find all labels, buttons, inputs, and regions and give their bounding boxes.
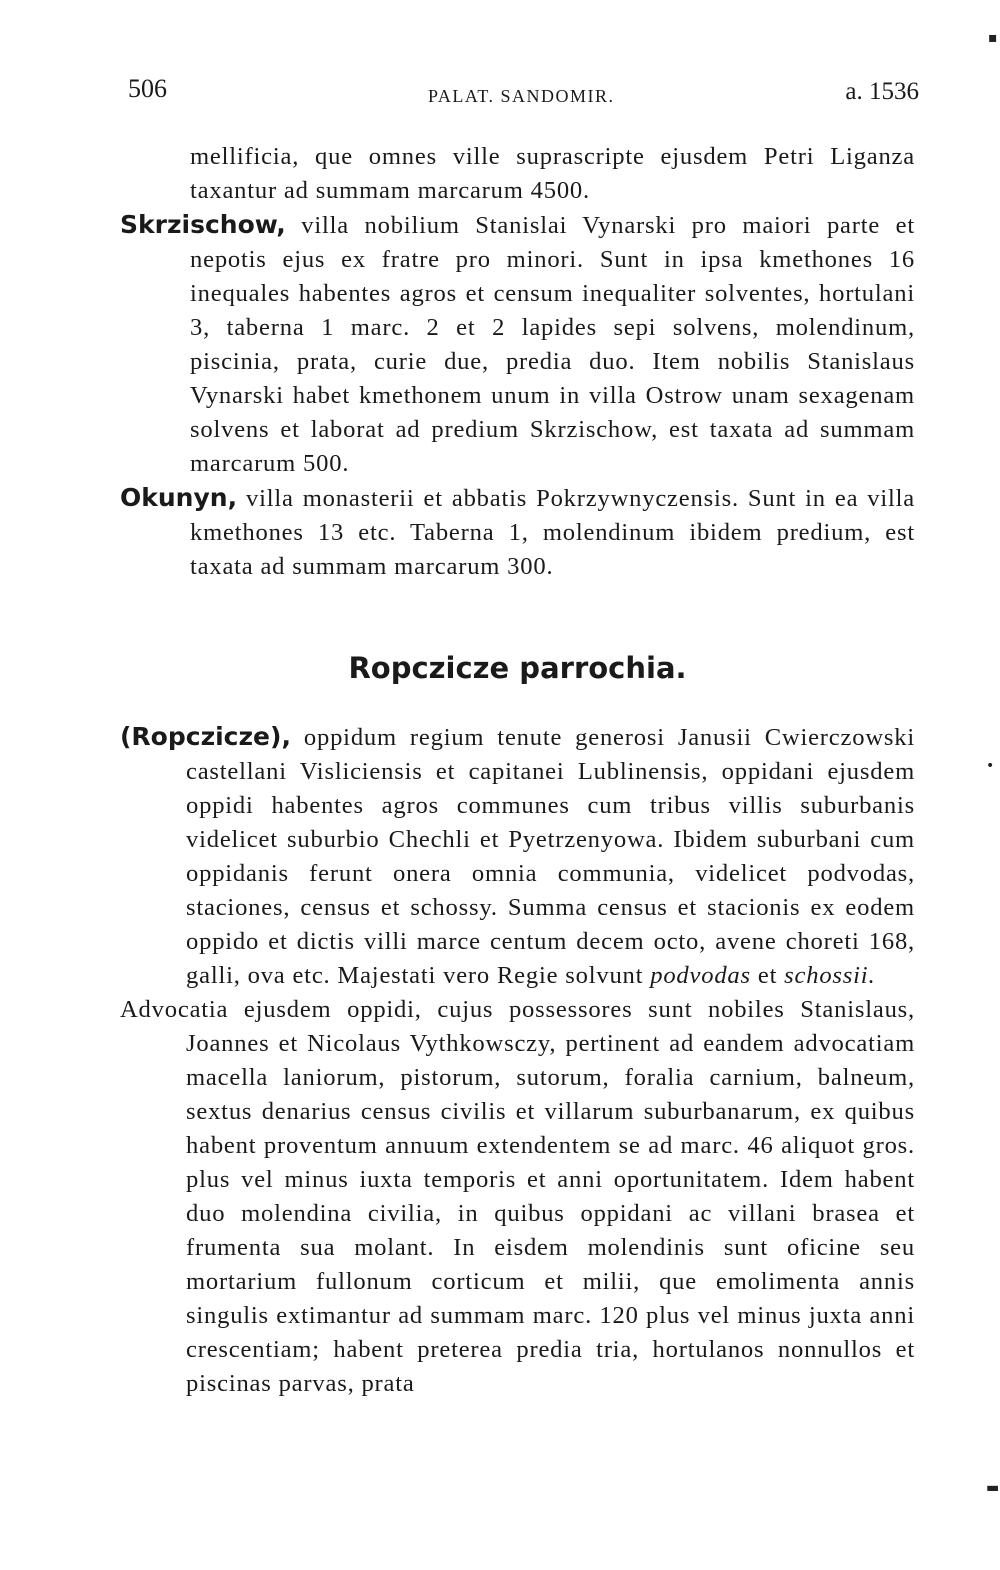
year-label: a. 1536 <box>845 78 919 105</box>
page-header <box>124 70 924 110</box>
running-title: PALAT. SANDOMIR. <box>428 86 615 106</box>
entry-ropczicze <box>120 720 915 993</box>
margin-speck: ▪ <box>988 30 998 46</box>
entry-text: mellificia, que omnes ville suprascripte ejusdem Petri Liganza taxantur ad summam marcarum 4500. <box>190 143 915 204</box>
place-name: Skrzischow, <box>120 210 286 239</box>
margin-speck: ▬ <box>986 1480 1000 1496</box>
entry-continuation <box>120 140 915 208</box>
entry-okunyn <box>120 481 915 584</box>
place-name: (Ropczicze), <box>120 722 291 751</box>
entry-text-connector: et <box>750 962 785 989</box>
entry-text: villa monasterii et abbatis Pokrzywnyczensis. Sunt in ea villa kmethones 13 etc. Taberna 1, molendinum ibidem predium, est taxata ad summam marcarum 300. <box>190 485 915 580</box>
entry-text: oppidum regium tenute generosi Janusii Cwierczowski castellani Visliciensis et capitanei Lublinensis, oppidani ejusdem oppidi habentes agros communes cum tribus villis suburbanis videlicet suburbio Chechli et Pyetrzenyowa. Ibidem suburbani cum oppidanis ferunt onera omnia communia, videlicet podvodas, staciones, census et schossy. Summa census et stacionis ex eodem oppido et dictis villi marce centum decem octo, avene choreti 168, galli, ova etc. Majestati vero Regie solvunt <box>186 724 915 989</box>
place-name: Okunyn, <box>120 483 238 512</box>
margin-speck: • <box>986 758 995 774</box>
italic-term: schossii. <box>784 962 876 989</box>
document-body <box>120 140 915 1401</box>
page-number: 506 <box>128 74 167 103</box>
entry-advocatia <box>120 993 915 1401</box>
entry-text: villa nobilium Stanislai Vynarski pro maiori parte et nepotis ejus ex fratre pro minori. Sunt in ipsa kmethones 16 inequales habentes agros et censum inequaliter solventes, hortulani 3, taberna 1 marc. 2 et 2 lapides sepi solvens, molendinum, piscinia, prata, curie due, predia duo. Item nobilis Stanislaus Vynarski habet kmethonem unum in villa Ostrow unam sexagenam solvens et laborat ad predium Skrzischow, est taxata ad summam marcarum 500. <box>190 212 915 477</box>
italic-term: podvodas <box>650 962 751 989</box>
section-heading: Ropczicze parrochia. <box>348 651 687 685</box>
entry-text: Advocatia ejusdem oppidi, cujus possessores sunt nobiles Stanislaus, Joannes et Nicolaus Vythkowsczy, pertinent ad eandem advocatiam macella laniorum, pistorum, sutorum, foralia carnium, balneum, sextus denarius census civilis et villarum suburbanarum, ex quibus habent proventum annuum extendentem se ad marc. 46 aliquot gros. plus vel minus iuxta temporis et anni oportunitatem. Idem habent duo molendina civilia, in quibus oppidani ac villani brasea et frumenta sua molant. In eisdem molendinis sunt oficine seu mortarium fullonum corticum et milii, que emolimenta annis singulis extimantur ad summam marc. 120 plus vel minus juxta anni crescentiam; habent preterea predia tria, hortulanos nonnullos et piscinas parvas, prata <box>120 996 915 1397</box>
entry-skrzischow <box>120 208 915 481</box>
